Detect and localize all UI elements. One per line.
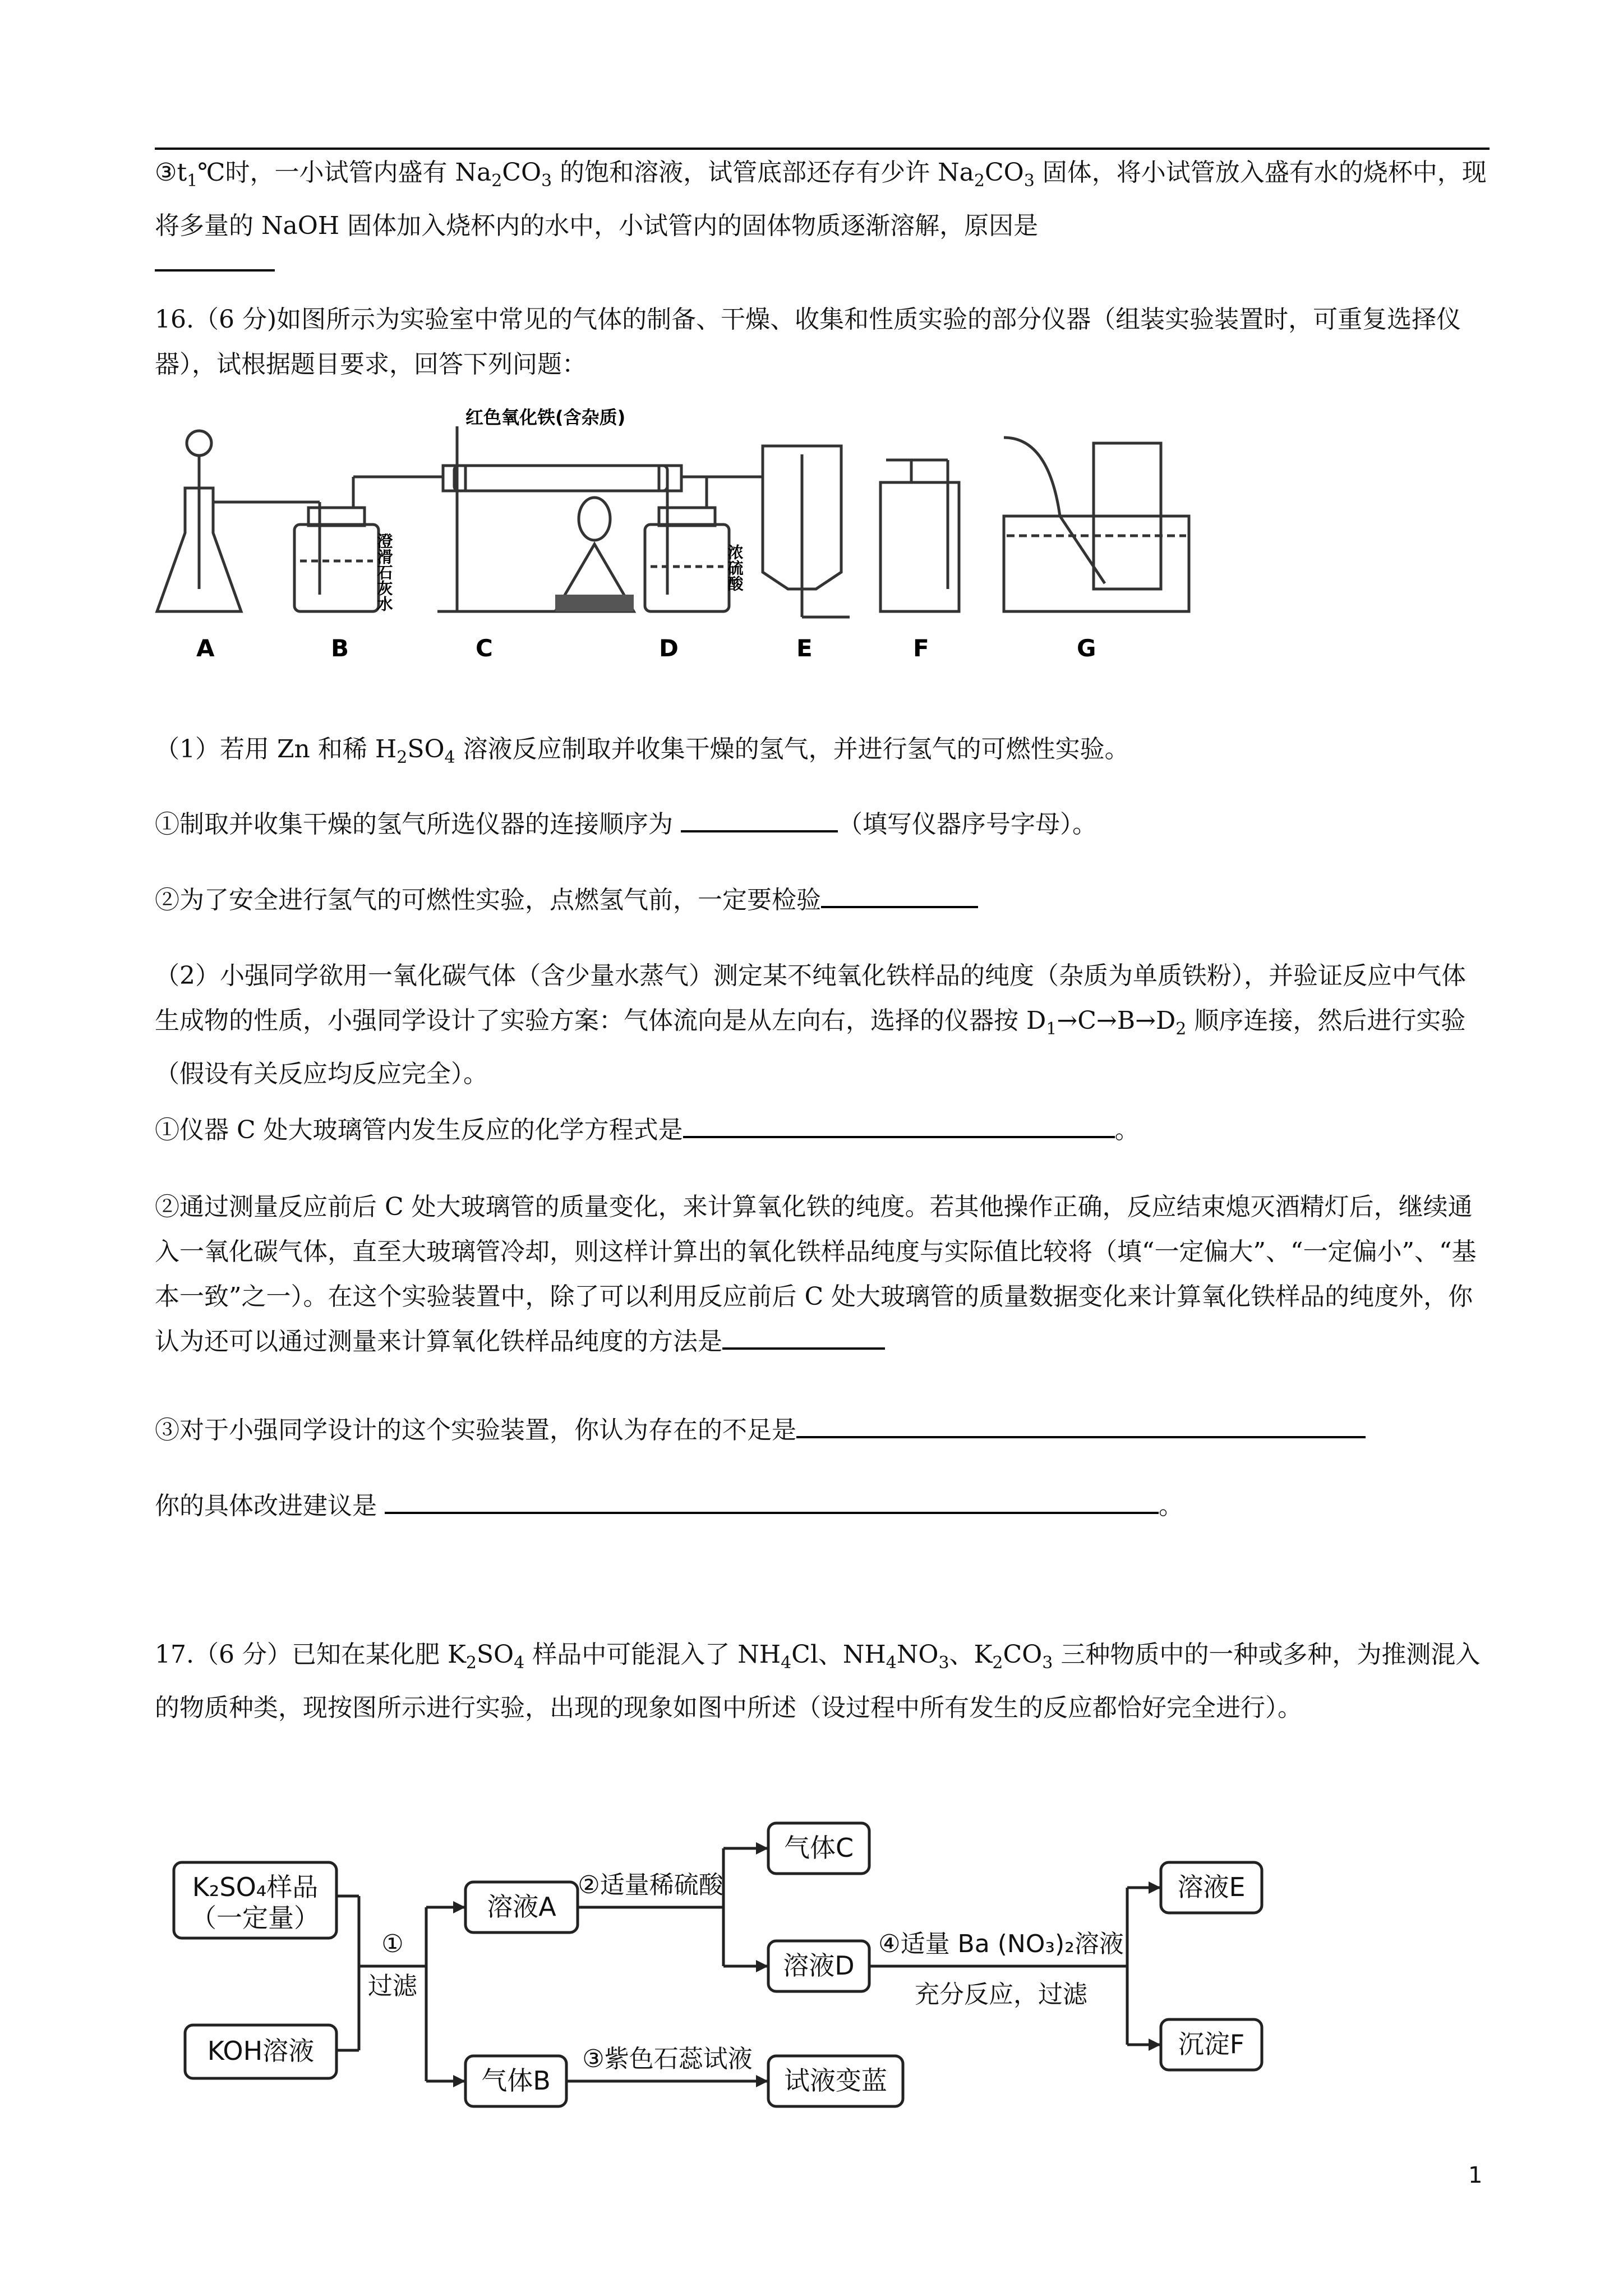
q16-item2-1: ①仪器 C 处大玻璃管内发生反应的化学方程式是 。 xyxy=(155,1108,1490,1153)
q15-answer-blank[interactable] xyxy=(155,245,275,272)
step1-label: 过滤 xyxy=(368,1972,417,2000)
page-number: 1 xyxy=(1468,2162,1483,2188)
fig-label-b: B xyxy=(331,634,349,662)
fig-label-c: C xyxy=(476,634,493,662)
q16-item2: ②为了安全进行氢气的可燃性实验，点燃氢气前，一定要检验 xyxy=(155,878,1490,923)
node-koh-label: KOH溶液 xyxy=(207,2036,315,2066)
node-sample-line2: （一定量） xyxy=(191,1903,320,1933)
burner-base xyxy=(555,595,634,611)
step3-label: ③紫色石蕊试液 xyxy=(582,2045,753,2073)
fig-label-f: F xyxy=(913,634,929,662)
q16-item2-blank[interactable] xyxy=(821,881,978,908)
q16-suggest: 你的具体改进建议是 。 xyxy=(155,1484,1490,1529)
q16-intro: 16.（6 分)如图所示为实验室中常见的气体的制备、干燥、收集和性质实验的部分仪器（组装实验装置时，可重复选择仪器），试根据题目要求，回答下列问题： xyxy=(155,305,1461,379)
node-gas-b-label: 气体B xyxy=(481,2065,551,2096)
node-solution-d-label: 溶液D xyxy=(783,1950,855,1981)
fig-c-label: 红色氧化铁(含杂质) xyxy=(465,407,626,428)
funnel-bulb xyxy=(187,431,211,455)
node-sample-line1: K₂SO₄样品 xyxy=(192,1872,319,1902)
header-rule xyxy=(155,148,1490,150)
q16-part1: （1）若用 Zn 和稀 $H_2SO_4$ 溶液反应制取并收集干燥的氢气，并进行氢气的可燃性实验。 xyxy=(155,735,1129,767)
apparatus-figure xyxy=(151,404,1200,673)
q16-item1: ①制取并收集干燥的氢气所选仪器的连接顺序为 （填写仪器序号字母）。 xyxy=(155,802,1490,847)
fig-label-a: A xyxy=(196,634,215,662)
q17-intro: 17.（6 分）已知在某化肥 $K_2SO_4$ 样品中可能混入了 $NH_4Cl$、$NH_4NO_3$、$K_2CO_3$ 三种物质中的一种或多种，为推测混入的物质种类，现按图所示进行实验，出现的现象如图中所述（设过程中所有发生的反应都恰好完全进行）。 xyxy=(155,1640,1481,1722)
fig-b-label: 澄滑石灰水 xyxy=(375,533,394,611)
node-turns-blue-label: 试液变蓝 xyxy=(784,2065,887,2096)
step4-line1: ④适量 Ba (NO₃)₂溶液 xyxy=(878,1930,1124,1958)
step4-line2: 充分反应，过滤 xyxy=(915,1980,1087,2009)
fig-label-d: D xyxy=(659,634,679,662)
fig-label-e: E xyxy=(796,634,813,662)
q15-item3: $③t_1℃$时，一小试管内盛有 $Na_2CO_3$ 的饱和溶液，试管底部还存有少许 $Na_2CO_3$ 固体，将小试管放入盛有水的烧杯中，现将多量的 NaOH 固体加入烧杯内的水中，小试管内的固体物质逐渐溶解，原因是 xyxy=(155,158,1487,240)
fig-d-label: 浓硫酸 xyxy=(725,544,744,591)
flowchart xyxy=(163,1818,1284,2109)
q16-item2-2-blank[interactable] xyxy=(722,1323,885,1350)
step2-label: ②适量稀硫酸 xyxy=(578,1871,723,1899)
node-gas-c-label: 气体C xyxy=(783,1833,854,1863)
node-solution-a-label: 溶液A xyxy=(487,1892,556,1922)
q16-item2-1-blank[interactable] xyxy=(683,1111,1115,1138)
node-solution-e-label: 溶液E xyxy=(1177,1872,1246,1902)
step1-num: ① xyxy=(381,1930,404,1958)
node-precipitate-f-label: 沉淀F xyxy=(1178,2029,1245,2059)
q16-suggest-blank[interactable] xyxy=(385,1487,1159,1514)
q16-item2-3: ③对于小强同学设计的这个实验装置，你认为存在的不足是 xyxy=(155,1408,1490,1453)
q16-item2-2: ②通过测量反应前后 C 处大玻璃管的质量变化，来计算氧化铁的纯度。若其他操作正确，反应结束熄灭酒精灯后，继续通入一氧化碳气体，直至大玻璃管冷却，则这样计算出的氧化铁样品纯度与实际值比较将（填“一定偏大”、“一定偏小”、“基本一致”之一）。在这个实验装置中，除了可以利用反应前后 C 处大玻璃管的质量数据变化来计算氧化铁样品的纯度外，你认为还可以通过测量来计算氧化铁样品纯度的方法是 xyxy=(155,1193,1477,1356)
q16-part2: （2）小强同学欲用一氧化碳气体（含少量水蒸气）测定某不纯氧化铁样品的纯度（杂质为单质铁粉），并验证反应中气体生成物的性质，小强同学设计了实验方案：气体流向是从左向右，选择的仪器按 $D_1\to C\to B\to D_2$ 顺序连接，然后进行实验（假设有关反应均反应完全）。 xyxy=(155,961,1466,1088)
fig-label-g: G xyxy=(1077,634,1096,662)
q16-item1-blank[interactable] xyxy=(681,806,838,832)
q16-item2-3-blank[interactable] xyxy=(796,1411,1366,1438)
